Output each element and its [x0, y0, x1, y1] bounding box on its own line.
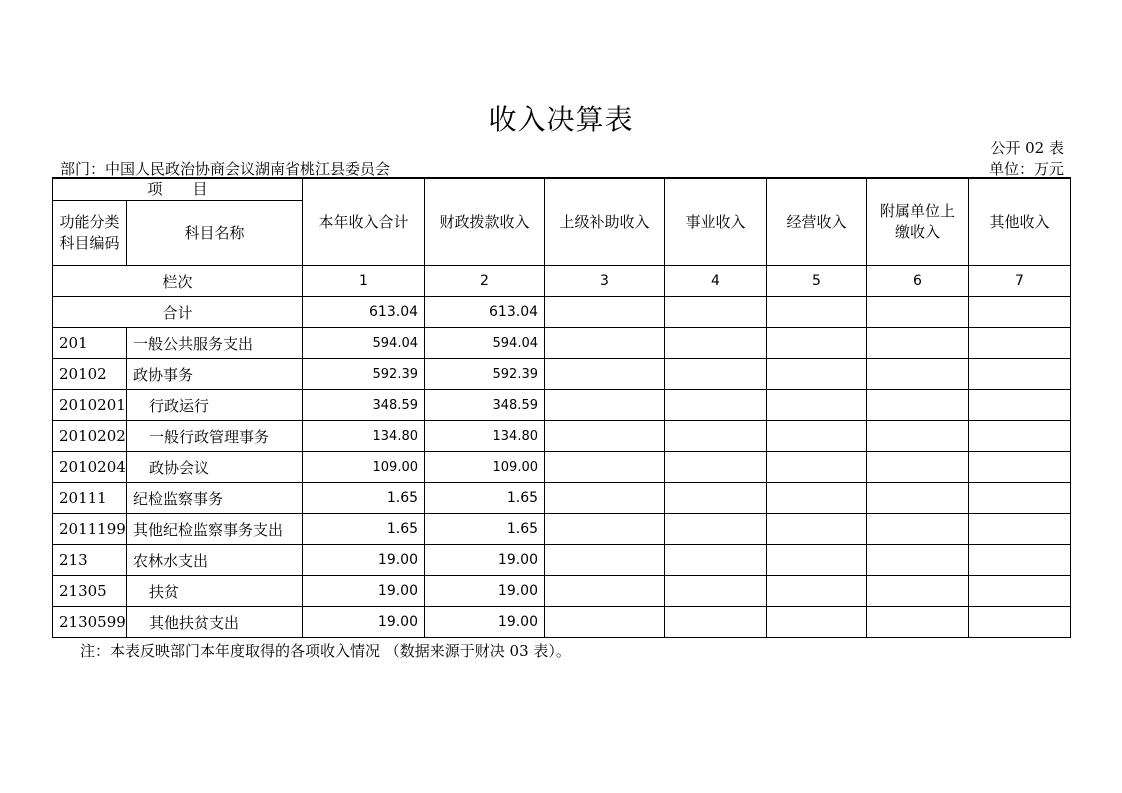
row-superior-income [545, 545, 665, 576]
row-total-income: 19.00 [303, 607, 425, 638]
column-number: 3 [545, 266, 665, 297]
column-row-label: 栏次 [53, 266, 303, 297]
row-other-income [969, 607, 1071, 638]
row-subject-name: 政协事务 [127, 359, 303, 390]
row-total-income: 19.00 [303, 545, 425, 576]
row-total-income: 1.65 [303, 514, 425, 545]
table-row [53, 576, 1071, 607]
row-total-income: 348.59 [303, 390, 425, 421]
table-row [53, 452, 1071, 483]
row-business-income [665, 514, 767, 545]
row-total-income: 134.80 [303, 421, 425, 452]
row-fiscal-income: 134.80 [425, 421, 545, 452]
total-cell [867, 297, 969, 328]
row-fiscal-income: 19.00 [425, 607, 545, 638]
row-other-income [969, 328, 1071, 359]
table-row [53, 545, 1071, 576]
col-header-business: 事业收入 [665, 178, 767, 266]
col-header-operating: 经营收入 [767, 178, 867, 266]
row-fiscal-income: 19.00 [425, 576, 545, 607]
row-code: 2010201 [53, 390, 127, 421]
row-operating-income [767, 483, 867, 514]
row-affiliated-income [867, 545, 969, 576]
row-fiscal-income: 109.00 [425, 452, 545, 483]
row-affiliated-income [867, 452, 969, 483]
row-fiscal-income: 594.04 [425, 328, 545, 359]
row-total-income: 1.65 [303, 483, 425, 514]
unit-label: 单位：万元 [988, 160, 1064, 178]
row-subject-name: 一般公共服务支出 [127, 328, 303, 359]
row-operating-income [767, 607, 867, 638]
row-code: 20102 [53, 359, 127, 390]
row-superior-income [545, 452, 665, 483]
row-affiliated-income [867, 514, 969, 545]
column-number: 4 [665, 266, 767, 297]
total-cell: 613.04 [425, 297, 545, 328]
row-affiliated-income [867, 328, 969, 359]
row-other-income [969, 421, 1071, 452]
row-operating-income [767, 452, 867, 483]
department-label: 部门：中国人民政治协商会议湖南省桃江县委员会 [60, 160, 391, 178]
table-row [53, 607, 1071, 638]
form-code-label: 公开 02 表 [990, 139, 1064, 157]
row-business-income [665, 390, 767, 421]
table-row [53, 390, 1071, 421]
row-business-income [665, 607, 767, 638]
column-number: 1 [303, 266, 425, 297]
row-superior-income [545, 514, 665, 545]
column-number: 2 [425, 266, 545, 297]
row-subject-name: 扶贫 [127, 576, 303, 607]
row-fiscal-income: 1.65 [425, 514, 545, 545]
row-business-income [665, 328, 767, 359]
col-header-superior: 上级补助收入 [545, 178, 665, 266]
row-subject-name: 政协会议 [127, 452, 303, 483]
row-superior-income [545, 421, 665, 452]
col-header-total: 本年收入合计 [303, 178, 425, 266]
subject-name-header: 科目名称 [127, 201, 303, 266]
col-header-affiliated: 附属单位上缴收入 [867, 178, 969, 266]
row-code: 2130599 [53, 607, 127, 638]
column-number: 6 [867, 266, 969, 297]
total-cell: 613.04 [303, 297, 425, 328]
total-cell [665, 297, 767, 328]
row-code: 20111 [53, 483, 127, 514]
page-title: 收入决算表 [488, 103, 634, 136]
row-total-income: 594.04 [303, 328, 425, 359]
row-code: 2010202 [53, 421, 127, 452]
table-row [53, 359, 1071, 390]
row-total-income: 109.00 [303, 452, 425, 483]
row-superior-income [545, 483, 665, 514]
row-code: 2010204 [53, 452, 127, 483]
project-header: 项 目 [53, 178, 303, 201]
row-business-income [665, 359, 767, 390]
total-cell [767, 297, 867, 328]
row-superior-income [545, 328, 665, 359]
row-other-income [969, 576, 1071, 607]
row-operating-income [767, 328, 867, 359]
row-superior-income [545, 359, 665, 390]
row-other-income [969, 545, 1071, 576]
row-other-income [969, 514, 1071, 545]
row-other-income [969, 359, 1071, 390]
row-affiliated-income [867, 607, 969, 638]
row-other-income [969, 452, 1071, 483]
table-row [53, 514, 1071, 545]
footnote: 注：本表反映部门本年度取得的各项收入情况 （数据来源于财决 03 表）。 [80, 642, 571, 660]
table-row [53, 328, 1071, 359]
col-header-other: 其他收入 [969, 178, 1071, 266]
row-affiliated-income [867, 359, 969, 390]
row-business-income [665, 421, 767, 452]
table-row [53, 483, 1071, 514]
total-row [53, 297, 1071, 328]
row-fiscal-income: 19.00 [425, 545, 545, 576]
col-header-fiscal: 财政拨款收入 [425, 178, 545, 266]
row-business-income [665, 545, 767, 576]
row-affiliated-income [867, 421, 969, 452]
row-operating-income [767, 576, 867, 607]
row-business-income [665, 483, 767, 514]
row-code: 201 [53, 328, 127, 359]
table-row [53, 421, 1071, 452]
row-fiscal-income: 1.65 [425, 483, 545, 514]
row-fiscal-income: 348.59 [425, 390, 545, 421]
row-subject-name: 农林水支出 [127, 545, 303, 576]
row-business-income [665, 576, 767, 607]
row-operating-income [767, 359, 867, 390]
row-subject-name: 其他扶贫支出 [127, 607, 303, 638]
row-fiscal-income: 592.39 [425, 359, 545, 390]
row-operating-income [767, 421, 867, 452]
row-superior-income [545, 607, 665, 638]
row-code: 21305 [53, 576, 127, 607]
column-number: 5 [767, 266, 867, 297]
row-affiliated-income [867, 390, 969, 421]
row-affiliated-income [867, 483, 969, 514]
row-affiliated-income [867, 576, 969, 607]
row-other-income [969, 483, 1071, 514]
func-code-header: 功能分类科目编码 [53, 201, 127, 266]
row-operating-income [767, 545, 867, 576]
row-operating-income [767, 514, 867, 545]
column-number: 7 [969, 266, 1071, 297]
row-superior-income [545, 390, 665, 421]
total-label: 合计 [53, 297, 303, 328]
income-table [52, 177, 1071, 638]
row-operating-income [767, 390, 867, 421]
row-subject-name: 一般行政管理事务 [127, 421, 303, 452]
row-subject-name: 其他纪检监察事务支出 [127, 514, 303, 545]
row-subject-name: 纪检监察事务 [127, 483, 303, 514]
row-total-income: 592.39 [303, 359, 425, 390]
row-other-income [969, 390, 1071, 421]
row-business-income [665, 452, 767, 483]
total-cell [969, 297, 1071, 328]
row-code: 2011199 [53, 514, 127, 545]
row-subject-name: 行政运行 [127, 390, 303, 421]
total-cell [545, 297, 665, 328]
row-superior-income [545, 576, 665, 607]
row-code: 213 [53, 545, 127, 576]
row-total-income: 19.00 [303, 576, 425, 607]
